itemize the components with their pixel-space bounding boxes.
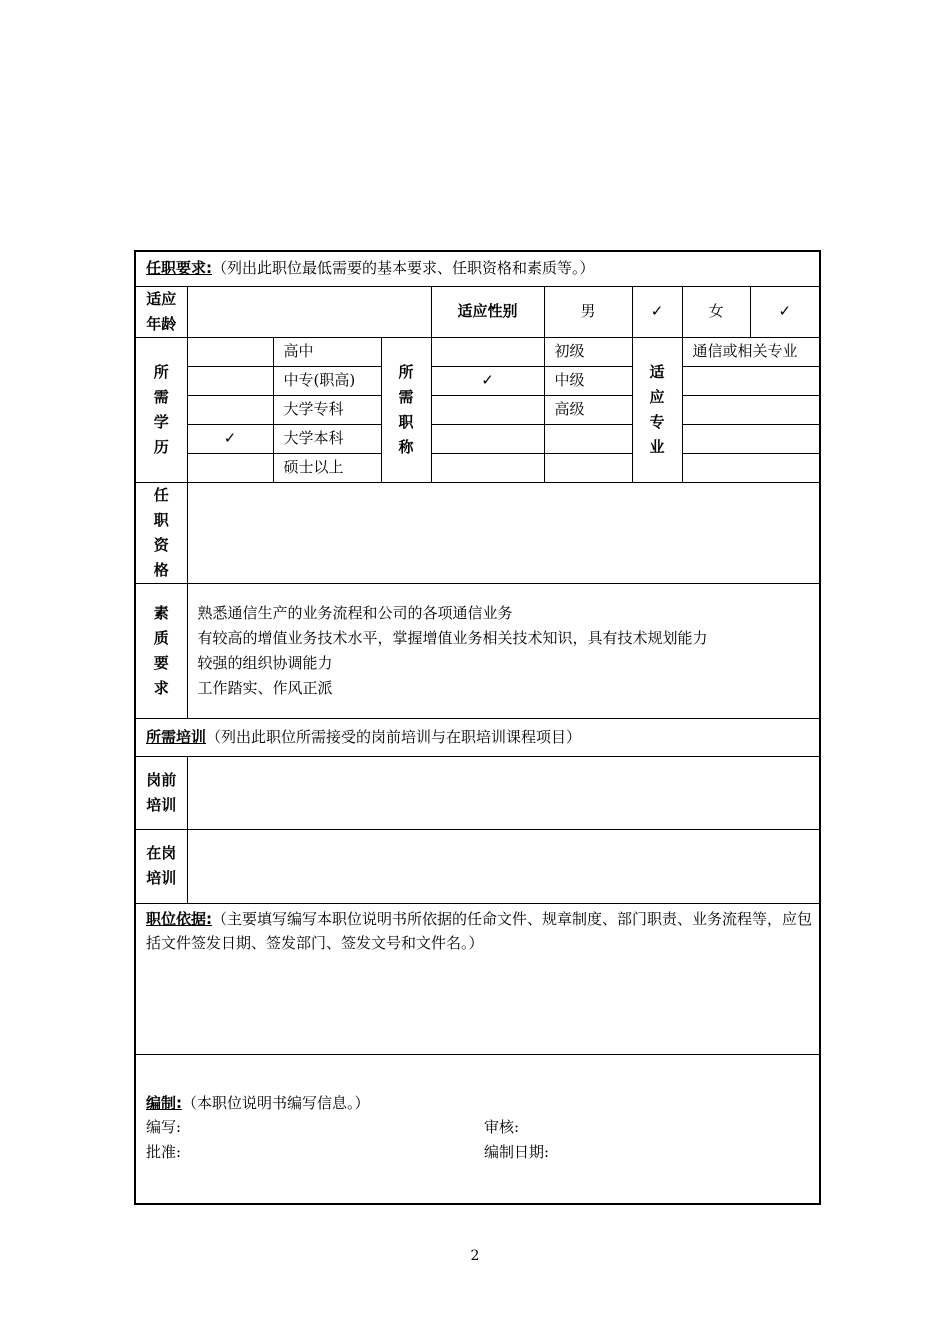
job-description-form: [134, 250, 821, 1205]
title-level: [544, 453, 632, 482]
education-label: 所 需 学 历: [135, 337, 187, 482]
compile-date-label: 编制日期:: [484, 1143, 550, 1161]
title-check[interactable]: [431, 453, 544, 482]
title-check[interactable]: [431, 337, 544, 366]
education-check[interactable]: [187, 395, 273, 424]
title-check[interactable]: [431, 424, 544, 453]
education-level: 中专(职高): [273, 366, 381, 395]
title-level: [544, 424, 632, 453]
qualification-label: 任 职 资 格: [135, 482, 187, 583]
on-job-training-content[interactable]: [187, 829, 820, 903]
writer-label: 编写:: [146, 1118, 182, 1137]
compile-section: [135, 1054, 820, 1204]
education-level: 大学专科: [273, 395, 381, 424]
compile-heading: 编制:: [146, 1093, 182, 1112]
title-level: 中级: [544, 366, 632, 395]
pre-job-training-content[interactable]: [187, 756, 820, 829]
major-item: [682, 395, 820, 424]
requirements-header: [135, 251, 820, 286]
education-check[interactable]: ✓: [187, 424, 273, 453]
on-job-training-label: 在岗 培训: [135, 829, 187, 903]
quality-line: 熟悉通信生产的业务流程和公司的各项通信业务: [197, 603, 513, 622]
gender-label: 适应性别: [431, 286, 544, 337]
major-label: 适 应 专 业: [632, 337, 682, 482]
requirements-note: （列出此职位最低需要的基本要求、任职资格和素质等。）: [212, 259, 595, 278]
training-note: （列出此职位所需接受的岗前培训与在职培训课程项目）: [206, 727, 582, 746]
major-item: 通信或相关专业: [682, 337, 820, 366]
major-item: [682, 453, 820, 482]
age-label: 适应 年龄: [135, 286, 187, 337]
gender-female-check[interactable]: ✓: [750, 286, 820, 337]
major-item: [682, 424, 820, 453]
quality-content: [187, 583, 820, 718]
page-number: 2: [470, 1248, 480, 1264]
compile-row-2: [146, 1140, 819, 1165]
title-level: 高级: [544, 395, 632, 424]
basis-section: [135, 903, 820, 1054]
title-check[interactable]: [431, 395, 544, 424]
requirements-heading: 任职要求:: [146, 259, 212, 278]
compile-header: [146, 1091, 819, 1116]
education-check[interactable]: [187, 453, 273, 482]
title-check[interactable]: ✓: [431, 366, 544, 395]
education-level: 高中: [273, 337, 381, 366]
title-label: 所 需 职 称: [381, 337, 431, 482]
gender-male: 男: [544, 286, 632, 337]
major-item: [682, 366, 820, 395]
gender-female: 女: [682, 286, 750, 337]
quality-line: 有较高的增值业务技术水平，掌握增值业务相关技术知识，具有技术规划能力: [197, 628, 708, 647]
qualification-content[interactable]: [187, 482, 820, 583]
education-level: 大学本科: [273, 424, 381, 453]
compile-row-1: [146, 1115, 819, 1140]
quality-line: 较强的组织协调能力: [197, 653, 333, 672]
training-heading: 所需培训: [146, 727, 207, 746]
training-header: [135, 718, 820, 756]
quality-line: 工作踏实、作风正派: [197, 678, 333, 697]
education-check[interactable]: [187, 337, 273, 366]
gender-male-check[interactable]: ✓: [632, 286, 682, 337]
approver-label: 批准:: [146, 1143, 182, 1161]
title-level: 初级: [544, 337, 632, 366]
compile-note: （本职位说明书编写信息。）: [182, 1093, 370, 1112]
age-value[interactable]: [187, 286, 431, 337]
basis-note: （主要填写编写本职位说明书所依据的任命文件、规章制度、部门职责、业务流程等，应包括文件签发日期、签发部门、签发文号和文件名。）: [146, 909, 813, 953]
quality-label: 素 质 要 求: [135, 583, 187, 718]
pre-job-training-label: 岗前 培训: [135, 756, 187, 829]
reviewer-label: 审核:: [484, 1118, 520, 1137]
education-check[interactable]: [187, 366, 273, 395]
basis-heading: 职位依据:: [146, 909, 212, 928]
education-level: 硕士以上: [273, 453, 381, 482]
